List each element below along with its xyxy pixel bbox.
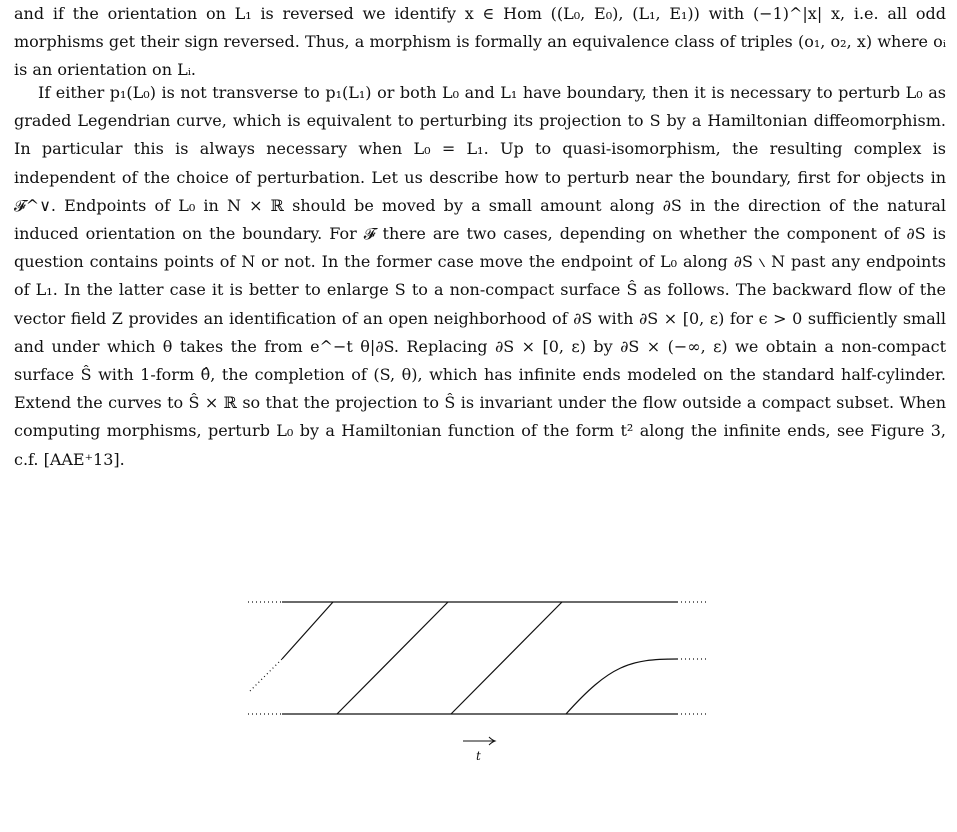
figure-t-label: t xyxy=(476,749,481,763)
paragraph-2: If either p₁(L₀) is not transverse to p₁(L₁) or both L₀ and L₁ have boundary, then it is necessary to perturb L₀ as graded Legendrian curve, which is equivalent to perturbing its projection to S by a Hamiltonian diffeomorphism. In particular this is always necessary when L₀ = L₁. Up to quasi-isomorphism, the resulting complex is independent of the choice of perturbation. Let us describe how to perturb near the boundary, first for objects in 𝓕^∨. Endpoints of L₀ in N × ℝ should be moved by a small amount along ∂S in the direction of the natural induced orientation on the boundary. For 𝓕 there are two cases, depending on whether the component of ∂S is question contains points of N or not. In the former case move the endpoint of L₀ along ∂S ∖ N past any endpoints of L₁. In the latter case it is better to enlarge S to a non-compact surface Ŝ as follows. The backward flow of the vector field Z provides an identification of an open neighborhood of ∂S with ∂S × [0, ε) for ϵ > 0 sufficiently small and under which θ takes the from e^−t θ|∂S. Replacing ∂S × [0, ε) by ∂S × (−∞, ε) we obtain a non-compact surface Ŝ with 1-form θ̂, the completion of (S, θ), which has infinite ends modeled on the standard half-cylinder. Extend the curves to Ŝ × ℝ so that the projection to Ŝ is invariant under the flow outside a compact subset. When computing morphisms, perturb L₀ by a Hamiltonian function of the form t² along the infinite ends, see Figure 3, c.f. [AAE⁺13]. xyxy=(14,83,946,469)
figure-curve-2 xyxy=(337,602,448,714)
figure-curve-1 xyxy=(282,602,333,659)
bottom-text xyxy=(14,808,946,832)
figure-curve-4 xyxy=(566,659,677,714)
figure-t-arrowhead xyxy=(489,737,495,745)
paragraph-1: and if the orientation on L₁ is reversed we identify x ∈ Hom ((L₀, E₀), (L₁, E₁)) with (−1)^|x| x, i.e. all odd morphisms get their sign reversed. Thus, a morphism is formally an equivalence class of triples (o₁, o₂, x) where oᵢ is an orientation on Lᵢ. xyxy=(14,4,946,80)
figure-curve-1-dots xyxy=(250,659,282,691)
figure-curve-3 xyxy=(451,602,562,714)
